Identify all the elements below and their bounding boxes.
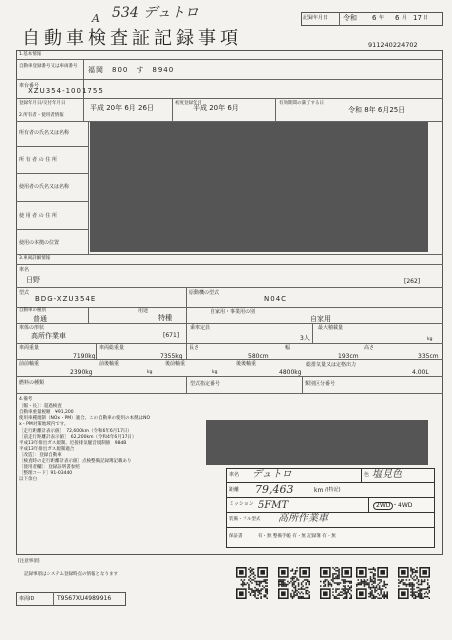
maker-code: [262] [404,278,421,285]
weight-label: 車両重量 [19,345,40,351]
card-maker-label: 車名 [229,472,240,478]
body-label: 車体の形状 [19,325,45,331]
fr-value: kg [147,370,153,375]
class-label: 類別区分番号 [305,381,336,387]
card-maker-value: デュトロ [252,469,292,480]
ff-value: 2390kg [70,369,93,376]
car-id-value: T9567XU4989916 [57,595,112,602]
section1-heading: 1.基本情報 [19,52,42,57]
owner-name-label: 所有者の氏名又は名称 [19,130,70,136]
kind-value: 普通 [33,315,47,323]
first-year-value: 平成 20年 6月 [193,104,239,112]
expiry-value: 令和 8年 6月25日 [348,106,406,114]
width-label: 幅 [285,345,291,351]
section4-heading: 4.備考 [19,397,33,402]
ff-label: 前前軸重 [19,361,40,367]
engine-value: N04C [264,295,288,303]
rf-value: kg [212,370,218,375]
qr-code-2 [278,567,310,599]
height-value: 335cm [418,353,439,360]
handwritten-model-code: 534 デュトロ [112,5,199,21]
section3-heading: 3.車両詳細情報 [19,256,51,261]
redaction-owner-info [90,122,428,252]
body-code: [671] [163,332,180,339]
card-distance-value: 79,463 [255,483,294,496]
user-address-label: 使 用 者 の 住 所 [19,213,57,219]
base-location-label: 使用の本拠の位置 [19,240,60,246]
redaction-remarks [206,420,428,465]
kind-label: 自動車の種別 [19,308,46,313]
gross-value: 7355kg [160,353,183,360]
load-unit: kg [427,337,433,342]
card-trans-value: 5FMT [258,500,289,511]
load-label: 最大積載量 [318,325,344,331]
record-date-era: 令和 [343,14,357,22]
first-reg-value: 平成 20年 6月 26日 [90,104,154,112]
purpose-label: 自家用・事業用の別 [210,309,256,315]
purpose-value: 自家用 [310,315,331,323]
section2-heading: 2.所有者・使用者情報 [19,113,64,118]
expiry-label: 有効期間の満了する日 [279,101,324,106]
card-drive-4wd: ・4WD [392,502,413,509]
disp-value: 4.00L [412,369,429,376]
card-drive-2wd: 2WD [373,502,393,510]
fr-label: 前後軸重 [99,361,120,367]
use-value: 特種 [158,314,172,322]
spec-label: 型式指定番号 [190,381,221,387]
first-reg-label: 登録年月日/交付年月日 [19,101,66,106]
card-trans-label: ミッション [229,501,254,507]
height-label: 高さ [364,345,375,351]
engine-label: 原動機の型式 [189,290,220,296]
first-year-label: 初度登録年月 [175,101,202,106]
user-name-label: 使用者の氏名又は名称 [19,184,70,190]
maker-value: 日野 [26,276,40,284]
document-number: 911240224702 [368,41,418,49]
card-body-label: 装備・フル型式 [229,517,261,522]
capacity-label: 乗車定員 [190,325,211,331]
car-id-label: 車両ID [19,596,35,602]
card-distance-label: 距離 [229,487,240,493]
card-body-value: 高所作業車 [278,513,328,524]
length-label: 長さ [189,345,200,351]
handwritten-a: A [92,12,100,25]
length-value: 580cm [248,353,269,360]
card-distance-unit: km [314,487,324,494]
reg-number-value: 福岡 800 す 8940 [88,66,175,74]
card-color-value: 塩見色 [372,469,402,480]
vin-label: 車台番号 [19,83,40,89]
card-docs-label: 保証書 [229,534,243,539]
card-docs-text: 有・無 整備手帳 有・無 記録簿 有・無 [258,534,336,539]
maker-label: 車名 [19,267,30,273]
document-title: 自動車検査証記録事項 [22,28,242,49]
use-label: 用途 [138,308,149,314]
reg-number-label: 自動車登録番号又は車両番号 [19,64,78,69]
fuel-label: 燃料の種類 [19,380,45,386]
rr-label: 後後軸重 [236,361,257,367]
rf-label: 後前軸重 [165,361,186,367]
width-value: 193cm [338,353,359,360]
notice-text: 記録事項はシステム登録時点の情報となります [24,572,119,577]
capacity-value: 3人 [300,335,310,342]
card-distance-note: /(特記) [325,487,341,493]
rr-value: 4800kg [279,369,302,376]
notice-heading: [注意事項] [18,559,40,564]
vin-value: XZU354-1001755 [28,87,104,95]
gross-label: 車両総重量 [99,345,125,351]
qr-code-4 [356,567,388,599]
model-label: 型式 [19,290,30,296]
qr-code-3 [320,567,352,599]
owner-address-label: 所 有 者 の 住 所 [19,157,57,163]
qr-code-1 [236,567,268,599]
weight-value: 7190kg [73,353,96,360]
model-value: BDG-XZU354E [35,295,97,303]
qr-code-5 [398,567,430,599]
disp-label: 総排気量又は定格出力 [306,362,357,368]
card-color-label: 色 [364,472,370,478]
body-value: 高所作業車 [31,332,66,340]
record-date-label: 記録年月日 [303,15,329,21]
